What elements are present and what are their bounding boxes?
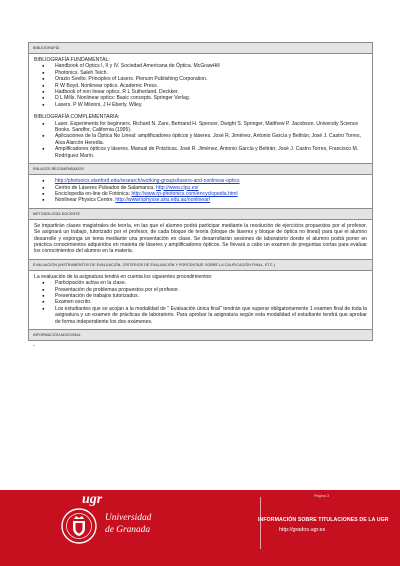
metodologia-header: METODOLOGÍA DOCENTE	[29, 209, 372, 220]
evaluacion-list	[34, 280, 367, 325]
titulaciones-info: INFORMACIÓN SOBRE TITULACIONES DE LA UGR	[258, 517, 389, 523]
evaluacion-section	[28, 260, 373, 330]
ugr-crest-icon	[61, 508, 97, 544]
list-item: ● Handbook of Optics I, II y IV. Sociedad Americana de Óptica. McGrawHill	[55, 63, 367, 69]
list-item: ● R W Boyd. Nonlinear optics. Academic Press.	[55, 83, 367, 89]
page-number: Página 3	[314, 494, 329, 498]
metodologia-text: Se impartirán clases magistrales de teoría, en las que el alumno podrá participar mediante la resolución de ejercicios propuestos por el profesor. Se asignará un trabajo, tutorizado por el profesor, de cada bloque de teoría (bloque de láseres y bloque de óptica no lineal) para que el alumno desarrolle y exponga un tema mediante una presentación en clase. Se desarrollarán sesiones de laboratorio donde el alumno podrá poner en práctica conocimientos adquiridos en materia de láseres y amplificadores ópticos. Se llevará a cabo un examen de preguntas cortas para evaluar los conocimientos del alumno en la materia.	[34, 222, 367, 255]
enlaces-list	[34, 178, 367, 204]
enlaces-header: ENLACES RECOMENDADOS	[29, 164, 372, 175]
list-item	[55, 197, 367, 203]
evaluacion-header: EVALUACIÓN (INSTRUMENTOS DE EVALUACIÓN, CRITERIOS DE EVALUACIÓN Y PORCENTAJE SOBRE LA CALIFICACIÓN FINAL, ETC.)	[29, 260, 372, 271]
link-label: Nonlinear Physics Centre.	[55, 197, 116, 204]
guia-docente-page	[28, 42, 373, 349]
ugr-wordmark: ugr	[82, 492, 103, 507]
list-item: ● Participación activa en la clase.	[55, 280, 367, 286]
evaluacion-intro: La evaluación de la asignatura tendrá en cuenta los siguientes procedimientos:	[34, 273, 213, 280]
list-item: ● D L Mills. Nonlinear optics: Basic concepts. Springer Verlag.	[55, 95, 367, 101]
bibliografia-fundamental-title: BIBLIOGRAFÍA FUNDAMENTAL:	[34, 57, 110, 63]
anu-nonlinear-link[interactable]: http://wwwrsphysse.anu.edu.au/nonlinear/	[115, 197, 211, 204]
list-item: ● Laser. Experiments for beginners. Richard N. Zare, Bertrand H. Spencer, Dwight S. Springer, Matthew P. Jacobson. University Science Books. Sandfor, California (1995).	[55, 121, 367, 134]
list-item: ● Presentación de trabajos tutorizados.	[55, 293, 367, 299]
footer-band	[0, 490, 400, 566]
evaluacion-body	[29, 271, 372, 329]
list-item: ● Los estudiantes que se acojan a la modalidad de " Evaluación única final" tendrán que superar obligatoriamente 1 examen final de toda la asignatura y un examen de prácticas de laboratorio. Para aprobar la asignatura según esta modalidad el estudiante tendrá que aprobar de forma independiente los dos exámenes.	[55, 306, 367, 325]
link-label: Centro de Láseres Pulsados de Salamanca.	[55, 184, 157, 191]
footer-divider	[260, 497, 261, 549]
university-line2: de Granada	[105, 525, 151, 535]
list-item: ● Examen escrito.	[55, 299, 367, 305]
enlaces-section	[28, 164, 373, 209]
bibliografia-fundamental-list	[34, 63, 367, 108]
metodologia-section	[28, 209, 373, 260]
list-item: ● Amplificadores ópticos y láseres. Manual de Prácticas. José R. Jiménez, Antonio García y Beltrán; José J. Castro Torres, Francisco M. Rodríguez Marín.	[55, 146, 367, 159]
list-item: ● Photonics. Saleh Teich.	[55, 70, 367, 76]
bibliografia-complementaria-list	[34, 121, 367, 159]
informacion-section	[28, 330, 373, 341]
bibliografia-header: BIBLIOGRAFÍA	[29, 43, 372, 54]
bibliografia-section	[28, 42, 373, 164]
list-item: ● Aplicaciones de la Óptica No Lineal: amplificadores ópticos y láseres. José R. Jiménez, Antonio García y Beltrán; José J. Castro Torres, Aixa Alarcón Heredia.	[55, 133, 367, 146]
stanford-link[interactable]: http://photonics.stanford.edu/research/working-groups/lasers-and-nonlinear-optics	[55, 178, 240, 185]
bibliografia-complementaria-title: BIBLIOGRAFÍA COMPLEMENTARIA:	[34, 114, 120, 121]
university-name	[105, 502, 151, 536]
list-item: ● Presentación de problemas propuestos por el profesor.	[55, 287, 367, 293]
list-item: ● Lasers. P W Milonni, J H Eberly. Wiley.	[55, 102, 367, 108]
informacion-text: -	[33, 343, 35, 349]
list-item: ● Orazio Svelto. Principles of Lasers. Plenum Publishing Corporation.	[55, 76, 367, 82]
list-item: ● Hadbook of non linear optics. R L Sutherland. Deckker.	[55, 89, 367, 95]
bibliografia-body	[29, 54, 372, 163]
informacion-header: INFORMACIÓN ADICIONAL	[29, 330, 372, 341]
university-line1: Universidad	[105, 513, 152, 523]
grados-url-link[interactable]: http://grados.ugr.es	[279, 527, 326, 533]
enlaces-body	[29, 175, 372, 208]
rp-photonics-link[interactable]: http://www.rp-photonics.com/encyclopedia.html	[131, 190, 238, 197]
link-label: Enciclopedia on-line de Fotónica:	[55, 190, 132, 197]
clpu-link[interactable]: http://www.clpu.es/	[156, 184, 199, 191]
